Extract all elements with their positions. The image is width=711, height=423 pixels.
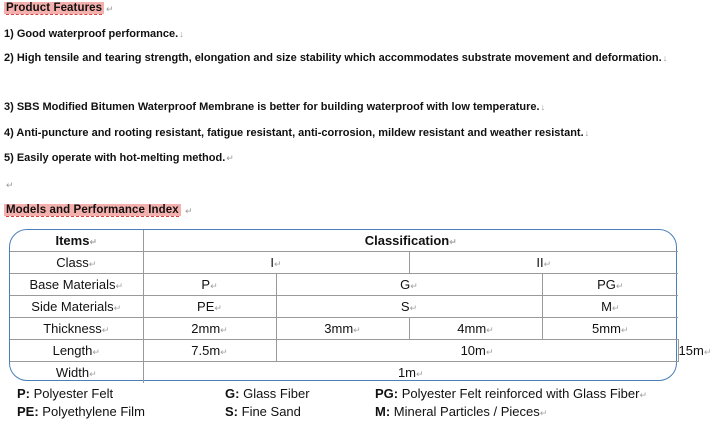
- performance-table: [9, 229, 711, 381]
- length-value-1: 7.5m↵: [143, 340, 276, 362]
- models-heading: Models and Performance Index: [6, 204, 179, 216]
- side-value-m: M↵: [542, 296, 678, 318]
- feature-item-4: 4) Anti-puncture and rooting resistant, fatigue resistant, anti-corrosion, mildew resistant and weather resistant.↓: [4, 127, 590, 139]
- thickness-value-2: 3mm↵: [276, 318, 409, 340]
- legend-pg: PG: Polyester Felt reinforced with Glass Fiber↵: [375, 386, 647, 401]
- side-value-pe: PE↵: [143, 296, 276, 318]
- thickness-label: Thickness↵: [10, 318, 143, 340]
- table-row-thickness: [10, 318, 678, 340]
- table-row-base: [10, 274, 678, 296]
- length-label: Length↵: [10, 340, 143, 362]
- legend-g: G: Glass Fiber: [225, 386, 310, 401]
- thickness-value-4: 5mm↵: [542, 318, 678, 340]
- width-label: Width↵: [10, 362, 143, 384]
- side-label: Side Materials↵: [10, 296, 143, 318]
- feature-item-1: 1) Good waterproof performance.↓: [4, 28, 184, 40]
- classification-header: Classification↵: [143, 230, 678, 252]
- legend-pe: PE: Polyethylene Film: [17, 404, 145, 419]
- base-value-g: G↵: [276, 274, 542, 296]
- class-label: Class↵: [10, 252, 143, 274]
- thickness-value-3: 4mm↵: [409, 318, 542, 340]
- class-value-1: I↵: [143, 252, 409, 274]
- legend-m: M: Mineral Particles / Pieces↵: [375, 404, 548, 419]
- base-value-pg: PG↵: [542, 274, 678, 296]
- feature-item-3: 3) SBS Modified Bitumen Waterproof Membrane is better for building waterproof with low temperature.↓: [4, 101, 546, 113]
- table-row-width: [10, 362, 678, 384]
- side-value-s: S↵: [276, 296, 542, 318]
- product-features-heading: Product Features: [6, 2, 103, 14]
- legend-s: S: Fine Sand: [225, 404, 301, 419]
- width-value: 1m↵: [143, 362, 678, 384]
- table-row-class: [10, 252, 678, 274]
- length-value-2: 10m↵: [276, 340, 678, 362]
- thickness-value-1: 2mm↵: [143, 318, 276, 340]
- base-value-p: P↵: [143, 274, 276, 296]
- base-label: Base Materials↵: [10, 274, 143, 296]
- table-row-side: [10, 296, 678, 318]
- class-value-2: II↵: [409, 252, 678, 274]
- feature-item-5: 5) Easily operate with hot-melting method.↵: [4, 152, 234, 164]
- table-row-header: [10, 230, 678, 252]
- items-header: Items↵: [10, 230, 143, 252]
- legend-p: P: Polyester Felt: [17, 386, 114, 401]
- table-row-length: Length↵ 7.5m↵ 10m↵ 15m↵: [10, 340, 678, 362]
- feature-item-2: 2) High tensile and tearing strength, elongation and size stability which accommodates substrate movement and deformation.↓: [4, 52, 668, 64]
